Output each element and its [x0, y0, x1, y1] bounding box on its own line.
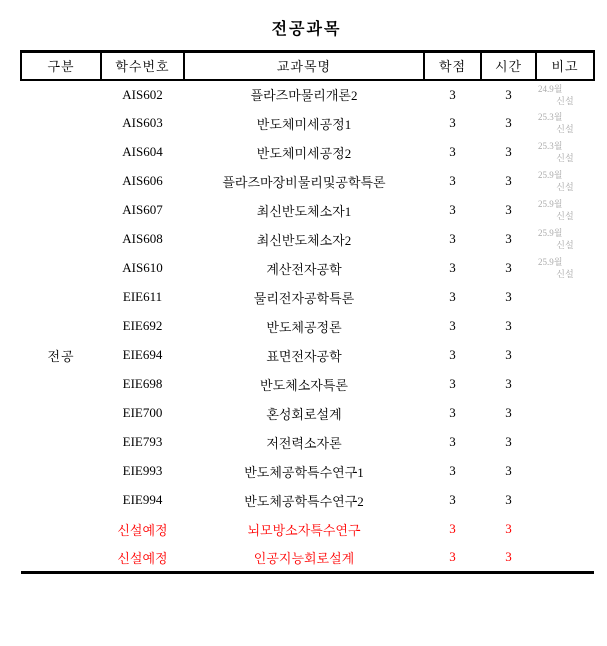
remark-cell [536, 399, 594, 428]
hours-value: 3 [505, 144, 512, 159]
course-name: 최신반도체소자1 [256, 203, 352, 219]
remark-cell [536, 167, 594, 196]
remark-cell [536, 225, 594, 254]
remark-cell [536, 457, 594, 486]
course-name: 반도체공정론 [266, 319, 342, 335]
hours-value: 3 [505, 549, 512, 565]
course-number: 신설예정 [117, 550, 168, 566]
remark-cell [536, 312, 594, 341]
table-row [21, 80, 594, 109]
remark-cell [536, 109, 594, 138]
course-name: 플라즈마물리개론2 [250, 88, 358, 103]
hours-value: 3 [505, 376, 512, 391]
remark-cell [536, 254, 594, 283]
table-row [21, 341, 594, 370]
hours-value: 3 [505, 202, 512, 217]
remark-cell [536, 138, 594, 167]
table-row [21, 109, 594, 138]
remark-new-label: 신설 [556, 182, 574, 192]
hours-value: 3 [505, 173, 512, 188]
remark-cell [536, 370, 594, 399]
hours-value: 3 [505, 405, 512, 420]
course-name: 반도체미세공정2 [256, 145, 352, 161]
credits-value: 3 [449, 115, 456, 130]
header-row [21, 52, 594, 80]
table-row [21, 486, 594, 515]
table-row [21, 457, 594, 486]
course-number: AIS606 [122, 173, 163, 188]
course-name: 물리전자공학특론 [253, 290, 355, 306]
hours-value: 3 [505, 260, 512, 275]
credits-value: 3 [449, 463, 456, 478]
remark-date: 25.3월 [538, 141, 563, 151]
table-row [21, 167, 594, 196]
credits-value: 3 [449, 173, 456, 188]
course-number: EIE694 [122, 347, 163, 362]
remark-date: 25.3월 [538, 112, 563, 122]
course-number: 신설예정 [117, 522, 168, 538]
course-name: 반도체공학특수연구2 [244, 493, 364, 509]
remark-date: 25.9월 [538, 170, 563, 180]
remark-cell [536, 486, 594, 515]
remark-new-label: 신설 [556, 153, 574, 163]
remark-new-label: 신설 [556, 211, 574, 221]
remark-cell [536, 515, 594, 544]
credits-value: 3 [449, 86, 456, 102]
table-row [21, 428, 594, 457]
table-row [21, 515, 594, 544]
remark-cell [536, 428, 594, 457]
remark-date: 25.9월 [538, 228, 563, 238]
course-number: EIE698 [122, 376, 163, 391]
remark-cell [536, 283, 594, 312]
header-category: 구분 [21, 52, 101, 80]
course-table-body [21, 80, 594, 573]
table-row [21, 225, 594, 254]
hours-value: 3 [505, 231, 512, 246]
hours-value: 3 [505, 434, 512, 449]
remark-new-label: 신설 [556, 240, 574, 250]
table-row [21, 370, 594, 399]
table-row [21, 254, 594, 283]
category-cell: 전공 [47, 349, 75, 365]
remark-cell [536, 196, 594, 225]
remark-date: 25.9월 [538, 199, 563, 209]
table-row [21, 283, 594, 312]
remark-new-label: 신설 [556, 269, 574, 279]
course-number: EIE692 [122, 318, 163, 333]
remark-date: 24.9월 [538, 83, 563, 94]
course-name: 저전력소자론 [266, 435, 342, 451]
credits-value: 3 [449, 549, 456, 565]
table-row [21, 196, 594, 225]
remark-new-label: 신설 [556, 95, 574, 106]
credits-value: 3 [449, 376, 456, 391]
course-number: AIS604 [122, 144, 163, 159]
credits-value: 3 [449, 492, 456, 507]
page-title: 전공과목 [271, 21, 342, 38]
credits-value: 3 [449, 202, 456, 217]
course-name: 혼성회로설계 [266, 406, 342, 422]
course-number: EIE993 [122, 463, 163, 478]
header-course-name: 교과목명 [184, 52, 424, 80]
credits-value: 3 [449, 434, 456, 449]
header-credits: 학점 [424, 52, 481, 80]
header-remark: 비고 [536, 52, 594, 80]
remark-cell [536, 80, 594, 109]
course-name: 반도체공학특수연구1 [244, 464, 364, 480]
hours-value: 3 [505, 86, 512, 102]
remark-date: 25.9월 [538, 257, 563, 267]
course-number: AIS608 [122, 231, 163, 246]
course-name: 인공지능회로설계 [253, 550, 355, 566]
major-course-table [20, 50, 595, 574]
course-number: EIE700 [122, 405, 163, 420]
credits-value: 3 [449, 405, 456, 420]
credits-value: 3 [449, 521, 456, 536]
hours-value: 3 [505, 521, 512, 536]
course-name: 최신반도체소자2 [256, 232, 352, 248]
table-row [21, 312, 594, 341]
credits-value: 3 [449, 289, 456, 304]
remark-cell [536, 341, 594, 370]
course-number: AIS610 [122, 260, 163, 275]
credits-value: 3 [449, 260, 456, 275]
header-course-number: 학수번호 [101, 52, 184, 80]
course-number: AIS607 [122, 202, 163, 217]
hours-value: 3 [505, 115, 512, 130]
table-header [21, 52, 594, 80]
course-name: 반도체소자특론 [260, 377, 348, 393]
table-row [21, 544, 594, 573]
course-number: EIE994 [122, 492, 163, 507]
course-number: AIS602 [122, 86, 163, 102]
credits-value: 3 [449, 318, 456, 333]
remark-new-label: 신설 [556, 124, 574, 134]
table-row [21, 399, 594, 428]
course-name: 플라즈마장비물리및공학특론 [222, 174, 386, 190]
table-row [21, 138, 594, 167]
credits-value: 3 [449, 347, 456, 362]
hours-value: 3 [505, 347, 512, 362]
course-name: 표면전자공학 [266, 348, 342, 364]
hours-value: 3 [505, 492, 512, 507]
credits-value: 3 [449, 144, 456, 159]
remark-cell [536, 544, 594, 573]
course-name: 반도체미세공정1 [256, 116, 352, 132]
course-number: EIE793 [122, 434, 163, 449]
course-number: AIS603 [122, 115, 163, 130]
credits-value: 3 [449, 231, 456, 246]
course-name: 뇌모방소자특수연구 [247, 522, 361, 538]
course-name: 계산전자공학 [266, 261, 342, 277]
course-number: EIE611 [122, 289, 163, 304]
header-hours: 시간 [481, 52, 536, 80]
hours-value: 3 [505, 463, 512, 478]
hours-value: 3 [505, 318, 512, 333]
hours-value: 3 [505, 289, 512, 304]
